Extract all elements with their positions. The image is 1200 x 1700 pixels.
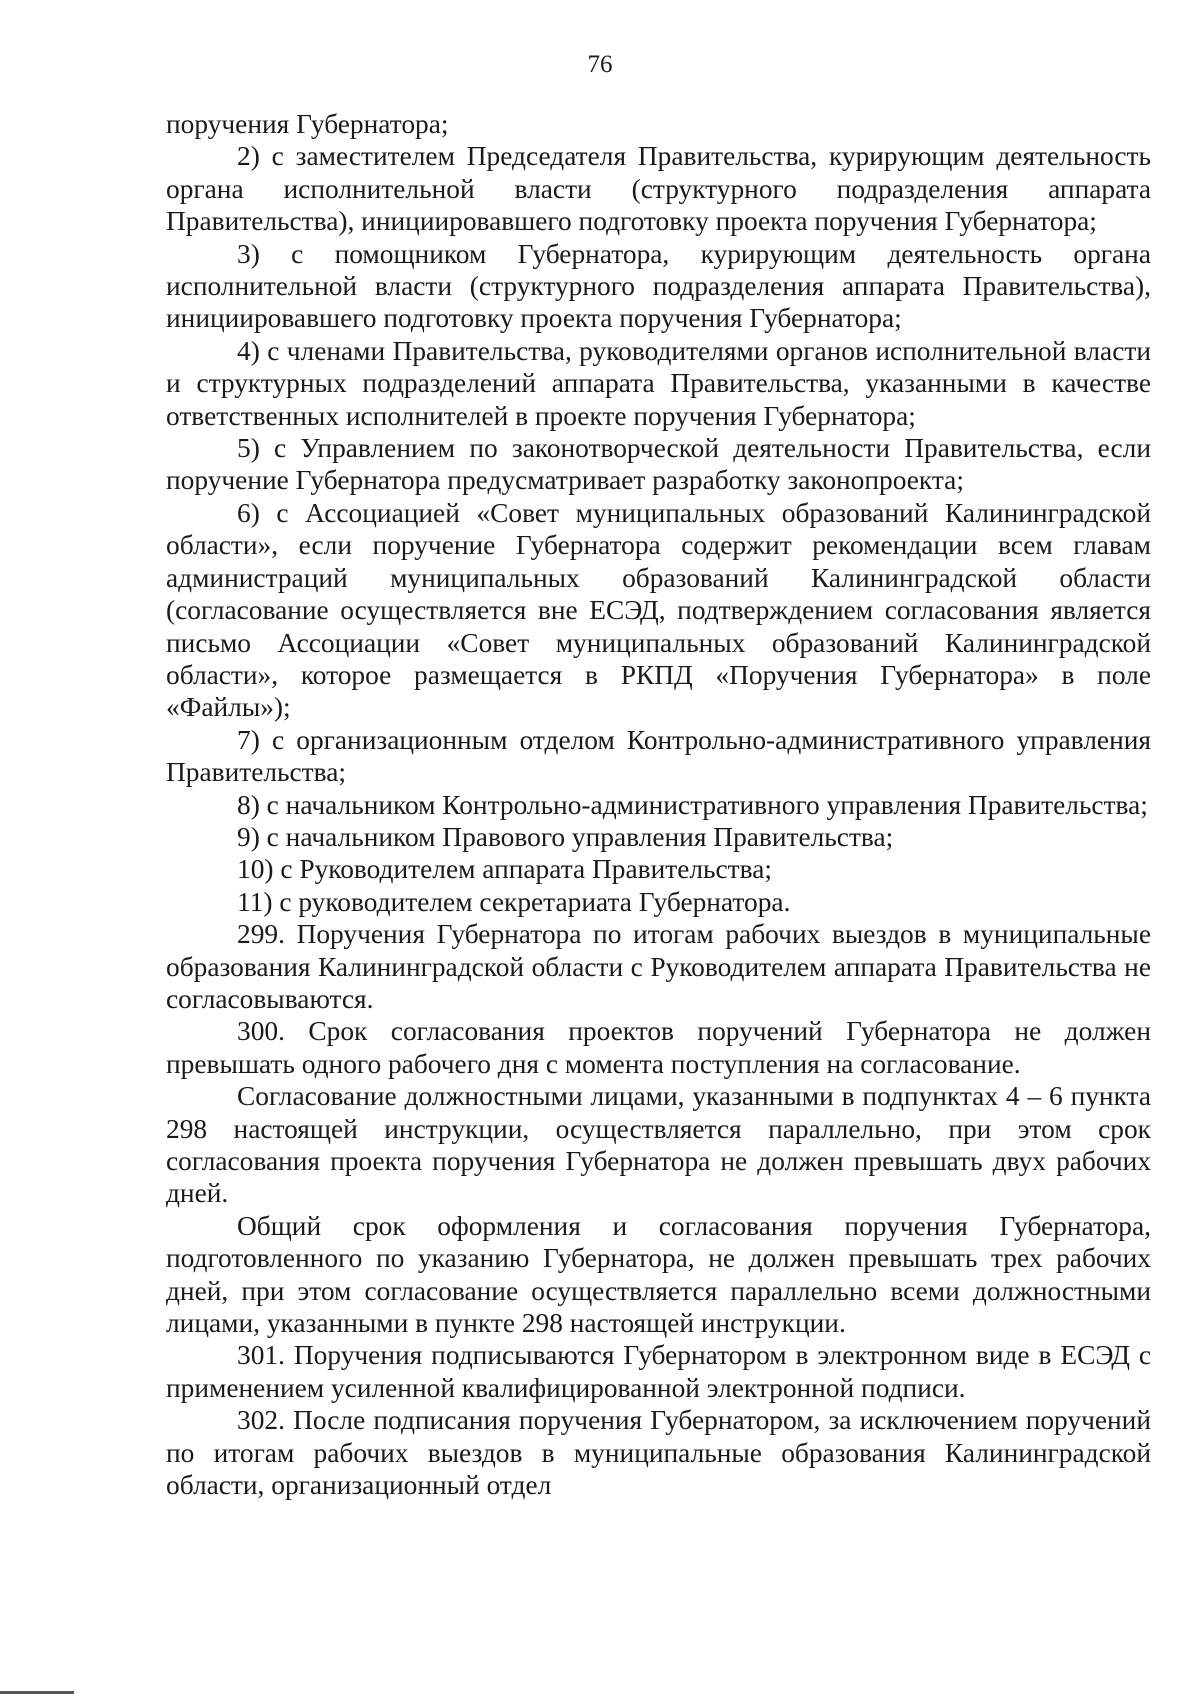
paragraph: 300. Срок согласования проектов поручений Губернатора не должен превышать одного рабочего дня с момента поступления на согласование.: [166, 1016, 1151, 1079]
paragraph: 4) с членами Правительства, руководителями органов исполнительной власти и структурных подразделений аппарата Правительства, указанными в качестве ответственных исполнителей в проекте поручения Губернатора;: [166, 335, 1151, 431]
paragraph: Согласование должностными лицами, указанными в подпунктах 4 – 6 пункта 298 настоящей инструкции, осуществляется параллельно, при этом срок согласования проекта поручения Губернатора не должен превышать двух рабочих дней.: [166, 1081, 1151, 1209]
paragraph: Общий срок оформления и согласования поручения Губернатора, подготовленного по указанию Губернатора, не должен превышать трех рабочих дней, при этом согласование осуществляется параллельно всеми должностными лицами, указанными в пункте 298 настоящей инструкции.: [166, 1210, 1151, 1339]
paragraph: 3) с помощником Губернатора, курирующим деятельность органа исполнительной власти (структурного подразделения аппарата Правительства), инициировавшего подготовку проекта поручения Губернатора;: [166, 238, 1151, 334]
paragraph: 299. Поручения Губернатора по итогам рабочих выездов в муниципальные образования Калининградской области с Руководителем аппарата Правительства не согласовываются.: [166, 919, 1151, 1014]
paragraph: поручения Губернатора;: [166, 109, 449, 139]
paragraph: 7) с организационным отделом Контрольно-административного управления Правительства;: [166, 724, 1151, 788]
document-body: [166, 108, 1151, 1501]
paragraph: 2) с заместителем Председателя Правительства, курирующим деятельность органа исполнительной власти (структурного подразделения аппарата Правительства), инициировавшего подготовку проекта поручения Губернатора;: [166, 141, 1151, 237]
paragraph: 301. Поручения подписываются Губернатором в электронном виде в ЕСЭД с применением усиленной квалифицированной электронной подписи.: [166, 1340, 1151, 1403]
paragraph: 5) с Управлением по законотворческой деятельности Правительства, если поручение Губернатора предусматривает разработку законопроекта;: [166, 433, 1151, 496]
paragraph: 6) с Ассоциацией «Совет муниципальных образований Калининградской области», если поручение Губернатора содержит рекомендации всем главам администраций муниципальных образований Калининградской области (согласование осуществляется вне ЕСЭД, подтверждением согласования является письмо Ассоциации «Совет муниципальных образований Калининградской области», которое размещается в РКПД «Поручения Губернатора» в поле «Файлы»);: [166, 497, 1151, 723]
page-number: 76: [587, 51, 613, 78]
paragraph: 8) с начальником Контрольно-административного управления Правительства;: [237, 789, 1148, 820]
scan-edge-mark: [0, 1691, 74, 1694]
paragraph: 11) с руководителем секретариата Губернатора.: [237, 886, 791, 917]
paragraph: 10) с Руководителем аппарата Правительства;: [237, 854, 772, 885]
paragraph: 302. После подписания поручения Губернатором, за исключением поручений по итогам рабочих выездов в муниципальные образования Калининградской области, организационный отдел: [166, 1405, 1151, 1501]
paragraph: 9) с начальником Правового управления Правительства;: [237, 821, 894, 852]
